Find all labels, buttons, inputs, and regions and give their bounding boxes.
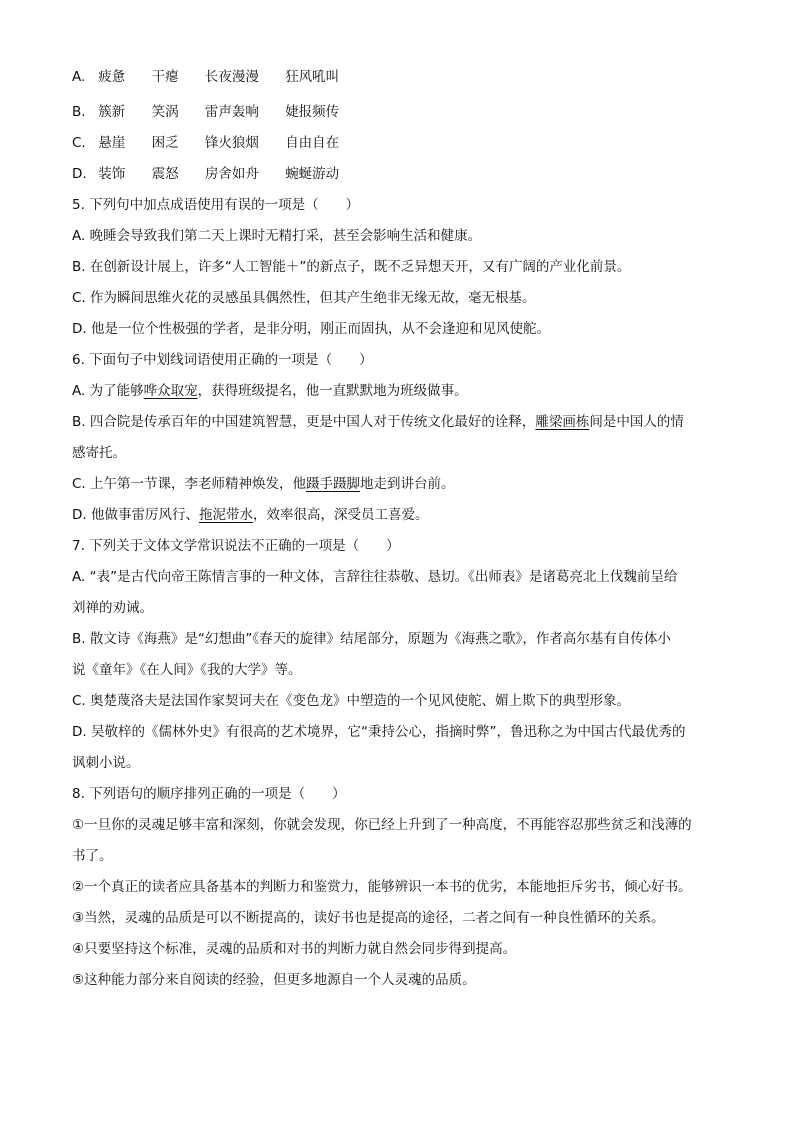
q5-option-d: D. 他是一位个性极强的学者，是非分明，刚正而固执，从不会逢迎和见风使舵。 xyxy=(72,321,550,337)
q7-stem: 7. 下列关于文体文学常识说法不正确的一项是（ ） xyxy=(72,538,400,554)
q8-sentence-1: ①一旦你的灵魂足够丰富和深刻，你就会发现，你已经上升到了一种高度，不再能容忍那些贫乏和浅薄的 xyxy=(72,817,692,833)
option-label: A. xyxy=(72,69,86,85)
option-word: 锋火狼烟 xyxy=(204,135,259,151)
q7-option-d: D. 吴敬梓的《儒林外史》有很高的艺术境界，它“秉持公心，指摘时弊”，鲁迅称之为中国古代最优秀的 xyxy=(72,724,686,740)
option-word: 困乏 xyxy=(151,135,179,151)
q5-stem: 5. 下列句中加点成语使用有误的一项是（ ） xyxy=(72,197,360,213)
option-label: D. xyxy=(72,166,87,182)
option-word: 自由自在 xyxy=(285,135,340,151)
q6-option-d xyxy=(72,500,732,531)
underlined-term: 雕梁画栋 xyxy=(535,414,590,430)
q5-option-c: C. 作为瞬间思维火花的灵感虽具偶然性，但其产生绝非无缘无故，毫无根基。 xyxy=(72,290,536,306)
q7-option-a: A. “表”是古代向帝王陈情言事的一种文体，言辞往往恭敬、恳切。《出师表》是诸葛亮北上伐魏前呈给 xyxy=(72,569,678,585)
q7-option-b: B. 散文诗《海燕》是“幻想曲”《春天的旋律》结尾部分，原题为《海燕之歌》，作者高尔基有自传体小 xyxy=(72,631,671,647)
q7-option-a-cont: 刘禅的劝诫。 xyxy=(72,600,153,616)
q7-option-b-cont: 说《童年》《在人间》《我的大学》等。 xyxy=(72,662,302,678)
q6-option-c xyxy=(72,469,732,500)
q6-option-a xyxy=(72,376,732,407)
underlined-term: 哗众取宠 xyxy=(143,383,198,399)
option-word: 婕报频传 xyxy=(285,104,340,120)
q6-option-b-cont: 感寄托。 xyxy=(72,445,126,461)
q8-stem: 8. 下列语句的顺序排列正确的一项是（ ） xyxy=(72,786,346,802)
q7-option-d-cont: 讽刺小说。 xyxy=(72,755,140,771)
text: 地走到讲台前。 xyxy=(360,476,455,492)
q6-option-b xyxy=(72,407,732,438)
option-word: 长夜漫漫 xyxy=(204,69,259,85)
text: B. 四合院是传承百年的中国建筑智慧，更是中国人对于传统文化最好的诠释， xyxy=(72,414,536,430)
q4-option-d xyxy=(72,159,732,190)
q4-option-a xyxy=(72,62,732,93)
text: A. 为了能够 xyxy=(72,383,144,399)
q5-option-b: B. 在创新设计展上，许多“人工智能＋”的新点子，既不乏异想天开，又有广阔的产业化前景。 xyxy=(72,259,631,275)
option-word: 狂风吼叫 xyxy=(285,69,340,85)
option-label: B. xyxy=(72,104,86,120)
text: D. 他做事雷厉风行、 xyxy=(72,507,199,523)
underlined-term: 拖泥带水 xyxy=(198,507,253,523)
option-word: 簇新 xyxy=(98,104,126,120)
text: ，获得班级提名，他一直默默地为班级做事。 xyxy=(197,383,468,399)
exam-page xyxy=(72,62,732,996)
text: ，效率很高，深受员工喜爱。 xyxy=(252,507,429,523)
option-word: 疲惫 xyxy=(98,69,126,85)
q5-option-a: A. 晚睡会导致我们第二天上课时无精打采，甚至会影响生活和健康。 xyxy=(72,228,482,244)
q8-sentence-2: ②一个真正的读者应具备基本的判断力和鉴赏力，能够辨识一本书的优劣，本能地拒斥劣书，倾心好书。 xyxy=(72,879,692,895)
option-word: 悬崖 xyxy=(98,135,126,151)
option-word: 雷声轰响 xyxy=(204,104,259,120)
q8-sentence-5: ⑤这种能力部分来自阅读的经验，但更多地源自一个人灵魂的品质。 xyxy=(72,972,476,988)
option-word: 震怒 xyxy=(151,166,179,182)
text: C. 上午第一节课，李老师精神焕发，他 xyxy=(72,476,307,492)
option-word: 笑涡 xyxy=(151,104,179,120)
q8-sentence-1-cont: 书了。 xyxy=(72,848,113,864)
q4-option-b xyxy=(72,97,732,128)
q8-sentence-3: ③当然，灵魂的品质是可以不断提高的，读好书也是提高的途径，二者之间有一种良性循环的关系。 xyxy=(72,910,665,926)
option-word: 装饰 xyxy=(98,166,126,182)
text: 间是中国人的情 xyxy=(589,414,684,430)
q4-option-c xyxy=(72,128,732,159)
underlined-term: 蹑手蹑脚 xyxy=(306,476,361,492)
option-word: 蜿蜒游动 xyxy=(285,166,340,182)
option-label: C. xyxy=(72,135,86,151)
q8-sentence-4: ④只要坚持这个标准，灵魂的品质和对书的判断力就自然会同步得到提高。 xyxy=(72,941,517,957)
q7-option-c: C. 奥楚蔑洛夫是法国作家契诃夫在《变色龙》中塑造的一个见风使舵、媚上欺下的典型形象。 xyxy=(72,693,631,709)
q6-stem: 6. 下面句子中划线词语使用正确的一项是（ ） xyxy=(72,352,373,368)
option-word: 干瘪 xyxy=(151,69,179,85)
option-word: 房舍如舟 xyxy=(204,166,259,182)
